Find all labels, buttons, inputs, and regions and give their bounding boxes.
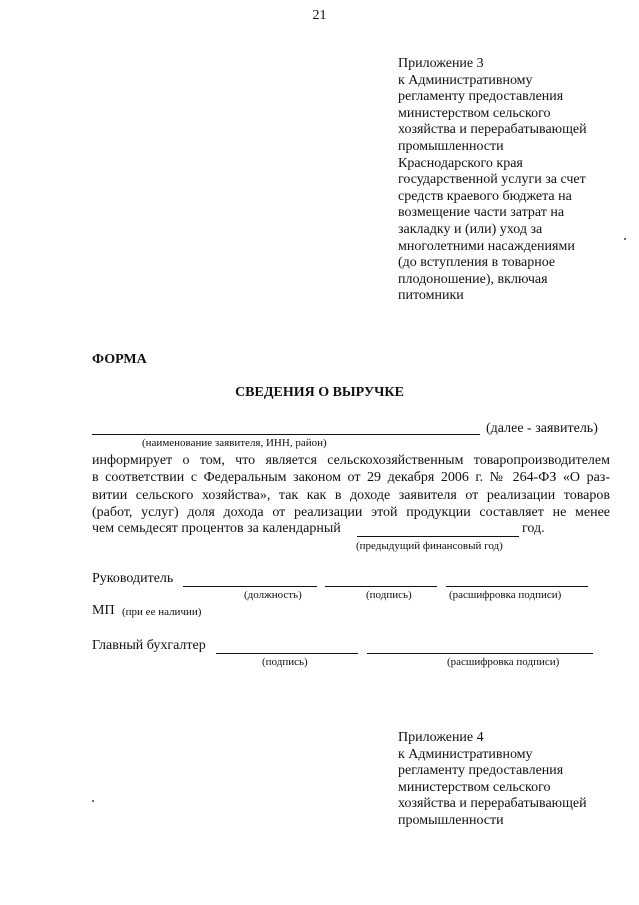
head-signature-line <box>325 586 437 587</box>
appendix-3-line: хозяйства и перерабатывающей <box>398 122 587 138</box>
signature-caption: (подпись) <box>366 589 412 601</box>
body-line: в соответствии с Федеральным законом от 29 декабря 2006 г. № 264-ФЗ «О раз- <box>92 470 610 486</box>
scan-speck <box>92 800 94 802</box>
appendix-4-header <box>398 730 587 830</box>
applicant-suffix: (далее - заявитель) <box>486 421 598 436</box>
body-line: информирует о том, что является сельскохозяйственным товаропроизводителем <box>92 453 610 468</box>
applicant-caption: (наименование заявителя, ИНН, район) <box>142 437 327 449</box>
appendix-3-line: к Административному <box>398 72 533 88</box>
appendix-4-line: министерством сельского <box>398 779 551 795</box>
appendix-3-line: многолетними насаждениями <box>398 238 575 254</box>
year-field-line <box>357 536 519 537</box>
accountant-decode-line <box>367 653 593 654</box>
appendix-4-line: регламенту предоставления <box>398 763 564 779</box>
applicant-name-line <box>92 434 480 435</box>
year-caption: (предыдущий финансовый год) <box>356 540 503 552</box>
body-line-year-end: год. <box>522 521 545 536</box>
appendix-3-line: плодоношение), включая <box>398 271 548 287</box>
body-line-last: чем семьдесят процентов за календарный <box>92 521 341 536</box>
appendix-3-line: Краснодарского края <box>398 155 523 171</box>
appendix-4-line: хозяйства и перерабатывающей <box>398 796 587 812</box>
document-title: СВЕДЕНИЯ О ВЫРУЧКЕ <box>235 385 404 400</box>
form-label: ФОРМА <box>92 352 147 367</box>
appendix-3-line: регламенту предоставления <box>398 89 564 105</box>
appendix-3-line: закладку и (или) уход за <box>398 221 543 237</box>
position-caption: (должность) <box>244 589 302 601</box>
body-line: витии сельского хозяйства», так как в доходе заявителя от реализации товаров <box>92 487 610 503</box>
appendix-3-line: средств краевого бюджета на <box>398 188 572 204</box>
page-number: 21 <box>312 8 327 23</box>
decode-caption: (расшифровка подписи) <box>449 589 562 601</box>
appendix-4-line: к Административному <box>398 746 533 762</box>
appendix-3-line: (до вступления в товарное <box>398 255 556 271</box>
body-paragraph <box>92 452 610 522</box>
accountant-signature-caption: (подпись) <box>262 656 308 668</box>
accountant-signature-line <box>216 653 358 654</box>
appendix-3-line: возмещение части затрат на <box>398 205 565 221</box>
scan-speck <box>624 238 626 240</box>
appendix-3-line: питомники <box>398 288 464 304</box>
head-label: Руководитель <box>92 571 174 586</box>
accountant-label: Главный бухгалтер <box>92 638 206 653</box>
appendix-3-line: министерством сельского <box>398 105 551 121</box>
appendix-3-line: государственной услуги за счет <box>398 172 586 188</box>
appendix-3-header <box>398 56 587 305</box>
head-position-line <box>183 586 317 587</box>
appendix-4-line: промышленности <box>398 812 504 828</box>
head-decode-line <box>446 586 588 587</box>
appendix-3-line: Приложение 3 <box>398 56 484 71</box>
stamp-note: (при ее наличии) <box>122 606 202 618</box>
accountant-decode-caption: (расшифровка подписи) <box>447 656 560 668</box>
stamp-label: МП <box>92 603 115 618</box>
appendix-3-line: промышленности <box>398 138 504 154</box>
appendix-4-line: Приложение 4 <box>398 730 484 745</box>
body-line: (работ, услуг) доля дохода от реализации этой продукции составляет не менее <box>92 505 610 521</box>
